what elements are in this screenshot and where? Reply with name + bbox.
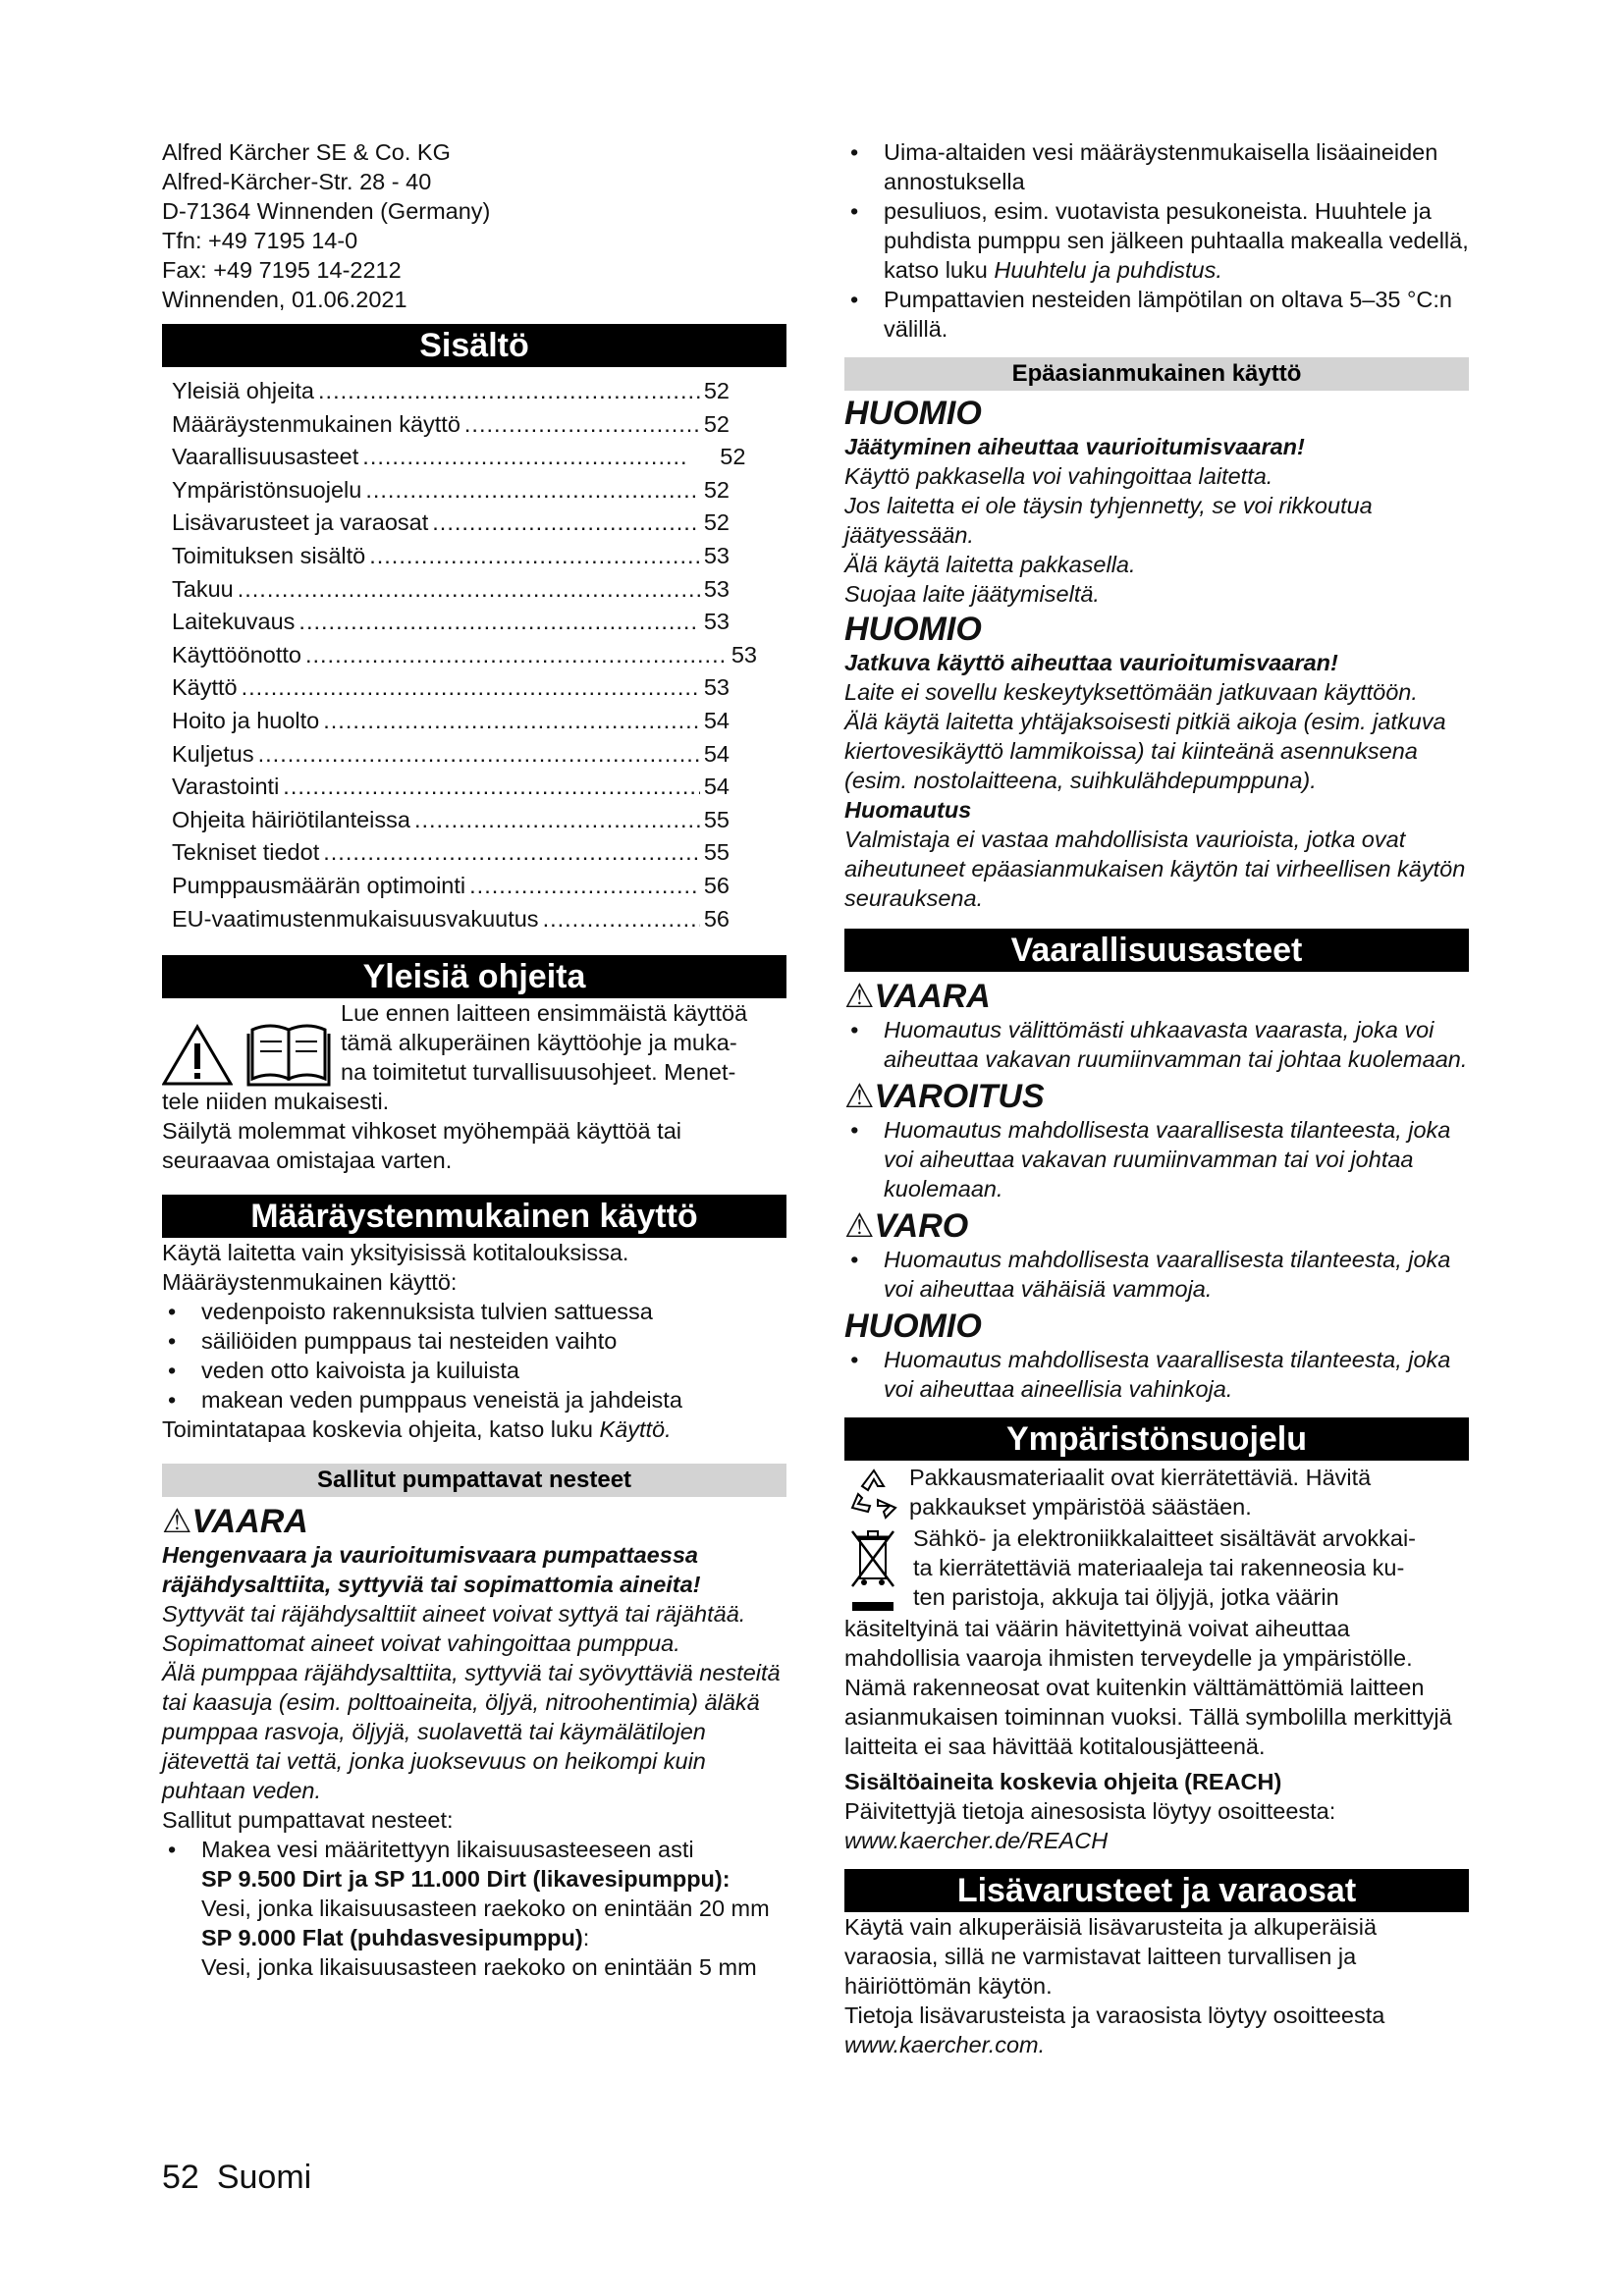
danger-text: Sopimattomat aineet voivat vahingoittaa pumppua. [162,1630,680,1657]
recycle-text: Pakkausmateriaalit ovat kierrätettäviä. Hävitä pakkaukset ympäristöä säästäen. [909,1465,1372,1520]
allowed-fluids-label: Sallitut pumpattavat nesteet: [162,1807,454,1834]
right-column [844,137,1469,2059]
reach-link[interactable]: www.kaercher.de/REACH [844,1828,1109,1853]
list-item: • Huomautus mahdollisesta vaarallisesta tilanteesta, joka voi aiheuttaa vakavan ruumiinvamman tai voi johtaa kuolemaan. [844,1115,1469,1203]
kaercher-link[interactable]: www.kaercher.com. [844,2032,1046,2057]
hazard-list [844,1015,1469,1074]
notice-text: Jos laitetta ei ole täysin tyhjennetty, se voi rikkoutua jäätyessään. [844,493,1373,548]
weee-text: käsiteltyinä tai väärin hävitettyinä voivat aiheuttaa mahdollisia vaaroja ihmisten terveydelle ja ympäristölle. Nämä rakenneosat ovat kuitenkin välttämättömiä laitteen asianmukaisen toiminnan vuoksi. Tällä symbolilla merkittyjä laitteita ei saa hävittää kotitalousjätteenä. [844,1616,1452,1759]
page-number: 52 [162,2159,199,2196]
dirt-models: SP 9.500 Dirt ja SP 11.000 Dirt (likavesipumppu): [201,1866,731,1893]
operation-reference: Toimintatapaa koskevia ohjeita, katso luku Käyttö. [162,1416,672,1443]
reach-title: Sisältöaineita koskevia ohjeita (REACH) [844,1769,1282,1794]
list-item: • Makea vesi määritettyyn likaisuusasteeseen asti SP 9.500 Dirt ja SP 11.000 Dirt (likavesipumppu): Vesi, jonka likaisuusasteen raekoko on enintään 20 mm SP 9.000 Flat (puhdasvesipumppu): Vesi, jonka likaisuusasteen raekoko on enintään 5 mm [162,1835,786,1982]
intro-line: tämä alkuperäinen käyttöohje ja muka- [341,1030,737,1056]
toc-item[interactable]: Takuu ..... 53 [172,573,786,607]
address-line: Winnenden, 01.06.2021 [162,287,407,312]
keep-manual-text: Säilytä molemmat vihkoset myöhempää käyttöä tai seuraavaa omistajaa varten. [162,1118,681,1174]
weee-line: ten paristoja, akkuja tai öljyjä, jotka väärin [913,1584,1339,1610]
recycle-note [844,1463,1469,1523]
note-text: Valmistaja ei vastaa mahdollisista vaurioista, jotka ovat aiheutuneet epäasianmukaisen käytön tai virheellisen käytön seurauksena. [844,827,1466,911]
toc-item[interactable]: Käyttöönotto ..... 53 [172,639,786,672]
warning-triangle-icon: ⚠ [844,1078,875,1115]
weee-line: Sähkö- ja elektroniikkalaitteet sisältävät arvokkai- [913,1525,1417,1551]
list-item: • Huomautus mahdollisesta vaarallisesta tilanteesta, joka voi aiheuttaa aineellisia vahinkoja. [844,1345,1469,1404]
allowed-fluids-list [162,1835,786,1982]
notice-signal: HUOMIO [844,395,982,432]
intro-continuation: tele niiden mukaisesti. [162,1089,390,1115]
list-item: • makean veden pumppaus veneistä ja jahdeista [162,1385,786,1415]
warning-triangle-icon: ⚠ [162,1503,192,1541]
crossed-bin-icon [848,1525,897,1614]
intended-use-text: Käytä laitetta vain yksityisissä kotitalouksissa. [162,1240,629,1266]
notice-text: Käyttö pakkasella voi vahingoittaa laitetta. [844,463,1273,489]
notice-signal: HUOMIO [844,611,982,648]
danger-warning: Hengenvaara ja vaurioitumisvaara pumpattaessa räjähdysalttiita, syttyviä tai sopimattomia aineita! [162,1542,701,1598]
list-item: • säiliöiden pumppaus tai nesteiden vaihto [162,1326,786,1356]
danger-text: Älä pumppaa räjähdysalttiita, syttyviä tai syövyttäviä nesteitä tai kaasuja (esim. polttoaineita, öljyä, nitroohentimia) äläkä pumppaa rasvoja, öljyjä, suolavettä tai käymälätilojen jätevettä tai vettä, jonka juoksevuus on heikompi kuin puhtaan veden. [162,1660,781,1804]
intro-icons [162,998,341,1087]
toc-item[interactable]: Hoito ja huolto ..... 54 [172,705,786,738]
list-item: • vedenpoisto rakennuksista tulvien sattuessa [162,1297,786,1326]
address-line: Alfred-Kärcher-Str. 28 - 40 [162,169,432,194]
hazard-list [844,1345,1469,1404]
danger-signal: ⚠VAARA [844,978,991,1015]
flat-text: Vesi, jonka likaisuusasteen raekoko on enintään 5 mm [201,1954,757,1981]
address-line: Tfn: +49 7195 14-0 [162,228,358,253]
weee-note [844,1523,1469,1614]
accessories-text: Käytä vain alkuperäisiä lisävarusteita ja alkuperäisiä varaosia, sillä ne varmistavat laitteen turvallisen ja häiriöttömän käytön. [844,1914,1378,1999]
note-title: Huomautus [844,797,972,823]
dirt-text: Vesi, jonka likaisuusasteen raekoko on enintään 20 mm [201,1896,770,1922]
hazard-list [844,1115,1469,1203]
intended-use-label: Määräystenmukainen käyttö: [162,1269,458,1296]
notice-text: Älä käytä laitetta pakkasella. [844,552,1136,577]
list-item: • Huomautus mahdollisesta vaarallisesta tilanteesta, joka voi aiheuttaa vähäisiä vammoja. [844,1245,1469,1304]
toc-item[interactable]: Varastointi ..... 54 [172,771,786,804]
toc-item[interactable]: Ympäristönsuojelu ..... 52 [172,474,786,507]
toc-item[interactable]: Lisävarusteet ja varaosat ..... 52 [172,507,786,540]
operation-link[interactable]: Käyttö. [599,1416,672,1443]
toc-item[interactable]: Kuljetus ..... 54 [172,738,786,772]
section-heading-hazard-levels: Vaarallisuusasteet [844,929,1469,972]
danger-text: Syttyvät tai räjähdysalttiit aineet voivat syttyä tai räjähtää. [162,1601,746,1628]
recycling-icon [844,1465,903,1523]
toc-item[interactable]: Ohjeita häiriötilanteissa ..... 55 [172,804,786,837]
notice-text: Älä käytä laitetta yhtäjaksoisesti pitkiä aikoja (esim. jatkuva kiertovesikäyttö lammikoissa) tai kiinteänä asennuksena (esim. nostolaitteena, suihkulähdepumppuna). [844,709,1446,793]
warning-triangle-icon: ⚠ [844,978,875,1015]
address-line: Fax: +49 7195 14-2212 [162,257,402,283]
section-heading-environment: Ympäristönsuojelu [844,1417,1469,1461]
danger-signal: ⚠VAARA [162,1503,308,1541]
toc-heading: Sisältö [162,324,786,367]
toc-item[interactable]: Määräystenmukainen käyttö ..... 52 [172,408,786,442]
intro-line: Lue ennen laitteen ensimmäistä käyttöä [341,1000,748,1027]
section-heading-improper-use: Epäasianmukainen käyttö [844,357,1469,391]
accessories-info: Tietoja lisävarusteista ja varaosista löytyy osoitteesta [844,2002,1385,2028]
flat-model: SP 9.000 Flat (puhdasvesipumppu): [201,1925,590,1951]
fluids-continued-list [844,137,1469,344]
list-item: • Pumpattavien nesteiden lämpötilan on oltava 5–35 °C:n välillä. [844,285,1469,344]
section-heading-allowed-fluids: Sallitut pumpattavat nesteet [162,1464,786,1497]
address-line: Alfred Kärcher SE & Co. KG [162,139,451,165]
intro-line: na toimitetut turvallisuusohjeet. Menet- [341,1059,736,1086]
footer-language: Suomi [216,2159,312,2196]
section-heading-intended-use: Määräystenmukainen käyttö [162,1195,786,1238]
hazard-list [844,1245,1469,1304]
rinse-link[interactable]: Huuhtelu ja puhdistus. [994,257,1222,283]
section-heading-general: Yleisiä ohjeita [162,955,786,998]
warning-triangle-icon: ⚠ [844,1207,875,1245]
list-item: • Uima-altaiden vesi määräystenmukaisella lisäaineiden annostuksella [844,137,1469,196]
table-of-contents [162,375,786,935]
notice-warning: Jäätyminen aiheuttaa vaurioitumisvaaran! [844,434,1305,459]
list-item: • veden otto kaivoista ja kuiluista [162,1356,786,1385]
notice-text: Laite ei sovellu keskeytyksettömään jatkuvaan käyttöön. [844,679,1418,705]
general-intro [162,998,786,1087]
section-heading-accessories: Lisävarusteet ja varaosat [844,1869,1469,1912]
toc-item[interactable]: Yleisiä ohjeita ..... 52 [172,375,786,408]
toc-item[interactable]: Toimituksen sisältö ..... 53 [172,540,786,573]
notice-warning: Jatkuva käyttö aiheuttaa vaurioitumisvaaran! [844,650,1338,675]
caution-signal: ⚠VARO [844,1207,969,1245]
reach-text: Päivitettyjä tietoja ainesosista löytyy osoitteesta: [844,1798,1336,1824]
toc-item[interactable]: Käyttö ..... 53 [172,671,786,705]
page-footer [162,2158,311,2197]
left-column [162,137,786,1982]
toc-item[interactable]: Tekniset tiedot ..... 55 [172,836,786,870]
warning-signal: ⚠VAROITUS [844,1078,1045,1115]
toc-item[interactable]: Laitekuvaus ..... 53 [172,606,786,639]
intended-use-list [162,1297,786,1415]
list-item: • Huomautus välittömästi uhkaavasta vaarasta, joka voi aiheuttaa vakavan ruumiinvamman tai johtaa kuolemaan. [844,1015,1469,1074]
notice-signal: HUOMIO [844,1308,982,1345]
toc-item[interactable]: Vaarallisuusasteet ..... 52 [172,441,786,474]
toc-item[interactable]: EU-vaatimustenmukaisuusvakuutus ..... 56 [172,903,786,936]
warning-triangle-icon [162,1024,233,1087]
address-line: D-71364 Winnenden (Germany) [162,198,491,224]
notice-text: Suojaa laite jäätymiseltä. [844,581,1100,607]
manual-book-icon [246,1020,331,1087]
toc-item[interactable]: Pumppausmäärän optimointi ..... 56 [172,870,786,903]
address-block [162,137,786,314]
weee-line: ta kierrätettäviä materiaaleja tai rakenneosia ku- [913,1555,1405,1580]
list-item: • pesuliuos, esim. vuotavista pesukoneista. Huuhtele ja puhdista pumppu sen jälkeen puhtaalla makealla vedellä, katso luku Huuhtelu ja puhdistus. [844,196,1469,285]
